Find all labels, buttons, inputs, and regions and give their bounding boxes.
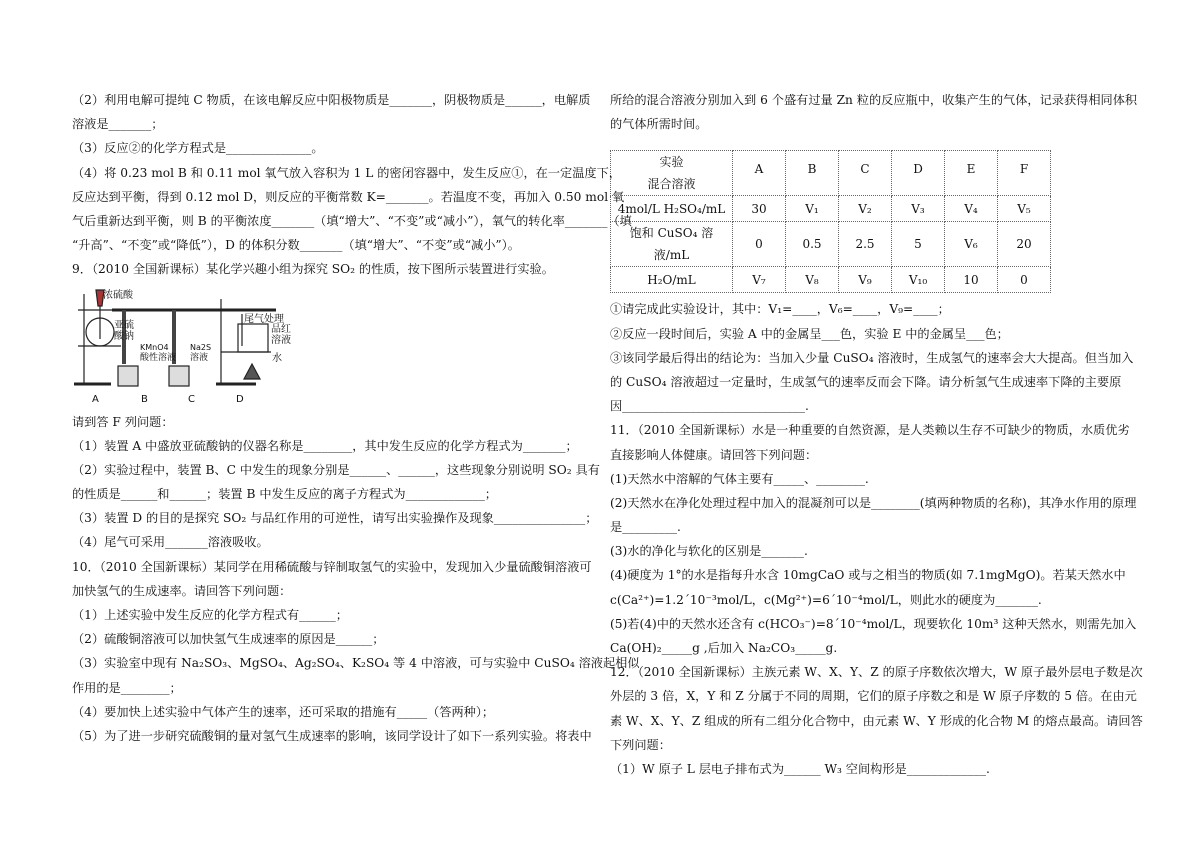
text-line: ②反应一段时间后，实验 A 中的金属呈___色，实验 E 中的金属呈___色； [610,326,1009,341]
apparatus-figure [66,284,356,406]
question-9-title: 9．（2010 全国新课标）某化学兴趣小组为探究 SO₂ 的性质，按下图所示装置进行实验。 [72,262,554,277]
table-cell: 2.5 [839,222,892,267]
question-11-title: 11．（2010 全国新课标）水是一种重要的自然资源，是人类赖以生存不可缺少的物质，水质优劣 [610,423,1130,438]
table-cell: V₁ [786,196,839,222]
table-cell: V₈ [786,267,839,293]
text-line: c(Ca²⁺)=1.2´10⁻³mol/L，c(Mg²⁺)=6´10⁻⁴mol/L，则此水的硬度为_______. [610,592,1042,607]
text-line: 的 CuSO₄ 溶液超过一定量时，生成氢气的速率反而会下降。请分析氢气生成速率下降的主要原 [610,374,1122,389]
table-row [611,196,1051,222]
label-d: D [236,393,244,405]
column-header: D [892,151,945,196]
header-mixed-solution: 混合溶液 [647,177,696,192]
column-header: C [839,151,892,196]
table-cell: 0 [733,222,786,267]
question-12-title: 12．（2010 全国新课标）主族元素 W、X、Y、Z 的原子序数依次增大，W 原子最外层电子数是次 [610,665,1143,680]
table-cell: 5 [892,222,945,267]
text-line: 直接影响人体健康。请回答下列问题： [610,447,818,462]
text-line: 素 W、X、Y、Z 组成的所有二组分化合物中，由元素 W、Y 形成的化合物 M 的熔点最高。请回答 [610,713,1143,728]
table-header-row [611,151,1051,196]
label-na2s: Na2S [190,342,212,352]
table-cell: V₅ [998,196,1051,222]
text-line: （1）上述实验中发生反应的化学方程式有______； [72,608,348,622]
text-line: 的气体所需时间。 [610,117,708,132]
text-line: 外层的 3 倍，X，Y 和 Z 分属于不同的周期，它们的原子序数之和是 W 原子序数的 5 倍。在由元 [610,689,1137,704]
row-label: 4mol/L H₂SO₄/mL [611,196,733,222]
table-cell: V₄ [945,196,998,222]
label-a: A [92,393,99,405]
table-cell: V₁₀ [892,267,945,293]
table-cell: 20 [998,222,1051,267]
text-line: 反应达到平衡，得到 0.12 mol D，则反应的平衡常数 K=_______。若温度不变，再加入 0.50 mol 氧 [72,189,625,204]
table-cell: V₉ [839,267,892,293]
table-cell: 10 [945,267,998,293]
text-line: 作用的是________； [72,680,182,695]
table-cell: V₇ [733,267,786,293]
text-line: (2)天然水在净化处理过程中加入的混凝剂可以是________(填两种物质的名称)，其净水作用的原理 [610,495,1137,510]
text-line: 溶液是_______； [72,117,164,132]
text-line: （3）实验室中现有 Na₂SO₃、MgSO₄、Ag₂SO₄、K₂SO₄ 等 4 中溶液，可与实验中 CuSO₄ 溶液起相似 [72,656,640,671]
label-tail-gas: 尾气处理 [244,313,284,325]
label-solution: 溶液 [190,352,209,363]
table-cell: V₂ [839,196,892,222]
text-line: （3）反应②的化学方程式是______________。 [72,141,324,156]
experiment-table [610,150,1051,293]
text-line: （3）装置 D 的目的是探究 SO₂ 与品红作用的可逆性，请写出实验操作及现象_______________； [72,511,598,526]
text-line: 气后重新达到平衡，则 B 的平衡浓度_______（填“增大”、“不变”或“减小”），氧气的转化率_______（填 [72,213,632,228]
right-column [610,88,1145,781]
label-sodium-sulfite: 亚硫酸钠 [114,319,134,342]
text-line: 加快氢气的生成速率。请回答下列问题： [72,583,292,598]
text-line: (1)天然水中溶解的气体主要有_____、________. [610,471,869,486]
text-line: (4)硬度为 1°的水是指每升水含 10mgCaO 或与之相当的物质(如 7.1mgMgO)。若某天然水中 [610,568,1126,583]
text-line: “升高”、“不变”或“降低”），D 的体积分数_______（填“增大”、“不变”或“减小”）。 [72,238,520,253]
text-line: （2）实验过程中，装置 B、C 中发生的现象分别是______、______，这些现象分别说明 SO₂ 具有 [72,462,600,477]
text-line: 的性质是______和______；装置 B 中发生反应的离子方程式为_____________； [72,487,497,502]
column-header: E [945,151,998,196]
text-line: Ca(OH)₂_____g ,后加入 Na₂CO₃_____g. [610,641,838,655]
table-row [611,222,1051,267]
text-line: （4）要加快上述实验中气体产生的速率，还可采取的措施有_____（答两种）； [72,704,495,719]
column-header: A [733,151,786,196]
table-cell: 0 [998,267,1051,293]
text-line: (5)若(4)中的天然水还含有 c(HCO₃⁻)=8´10⁻⁴mol/L，现要软化 10m³ 这种天然水，则需先加入 [610,616,1137,631]
text-line: （2）硫酸铜溶液可以加快氢气生成速率的原因是______； [72,632,385,647]
text-line: (3)水的净化与软化的区别是_______. [610,544,808,559]
table-cell: 0.5 [786,222,839,267]
column-header: B [786,151,839,196]
row-label: H₂O/mL [611,267,733,293]
text-line: （4）尾气可采用_______溶液吸收。 [72,535,269,550]
label-kmno4: KMnO4 [140,342,169,352]
question-10-title: 10．（2010 全国新课标）某同学在用稀硫酸与锌制取氢气的实验中，发现加入少量硫酸铜溶液可 [72,559,592,574]
row-label: 饱和 CuSO₄ 溶液/mL [611,222,733,267]
label-b: B [141,393,148,405]
text-line: 因______________________________. [610,399,809,414]
header-experiment: 实验 [659,155,684,170]
table-cell: V₆ [945,222,998,267]
label-concentrated-sulfuric-acid: 浓硫酸 [103,289,133,301]
text-line: 请到答 F 列问题： [72,414,174,429]
label-c: C [188,393,195,405]
table-cell: 30 [733,196,786,222]
text-line: 是_________. [610,520,681,535]
left-column [72,88,640,748]
text-line: （5）为了进一步研究硫酸铜的量对氢气生成速率的影响，该同学设计了如下一系列实验。将表中 [72,728,592,743]
text-line: 下列问题： [610,737,671,752]
text-line: ③该同学最后得出的结论为：当加入少量 CuSO₄ 溶液时，生成氢气的速率会大大提高。但当加入 [610,350,1134,365]
label-magenta-solution: 品红溶液 [271,323,291,346]
label-water: 水 [272,352,282,364]
label-acidic-solution: 酸性溶液 [140,352,177,363]
table-row [611,267,1051,293]
text-line: ①请完成此实验设计，其中：V₁=____，V₆=____，V₉=____； [610,302,950,317]
text-line: （1）W 原子 L 层电子排布式为______ W₃ 空间构形是_____________. [610,761,990,776]
table-corner-cell [611,151,733,196]
text-line: （2）利用电解可提纯 C 物质，在该电解反应中阳极物质是_______，阴极物质是______，电解质 [72,93,591,107]
table-cell: V₃ [892,196,945,222]
text-line: （4）将 0.23 mol B 和 0.11 mol 氧气放入容积为 1 L 的密闭容器中，发生反应①，在一定温度下， [72,165,621,180]
text-line: 所给的混合溶液分别加入到 6 个盛有过量 Zn 粒的反应瓶中，收集产生的气体，记录获得相同体积 [610,93,1138,107]
text-line: （1）装置 A 中盛放亚硫酸钠的仪器名称是________，其中发生反应的化学方程式为_______； [72,438,578,453]
column-header: F [998,151,1051,196]
